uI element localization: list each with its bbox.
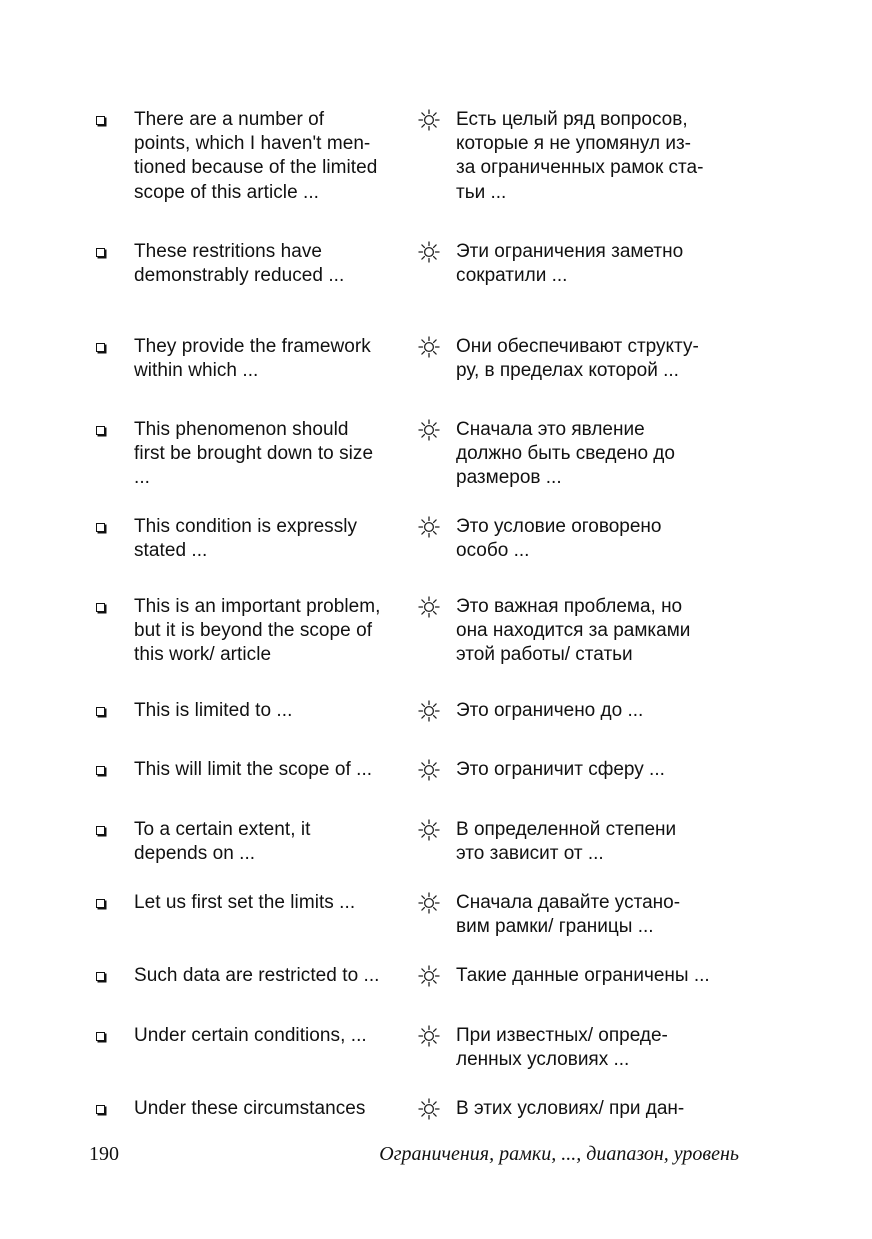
- russian-phrase: В определенной степени это зависит от ...: [456, 819, 677, 865]
- checkbox-bullet-icon: [96, 116, 105, 125]
- russian-phrase: В этих условиях/ при дан-: [456, 1098, 685, 1119]
- russian-phrase: Это ограничит сферу ...: [456, 759, 665, 780]
- sun-bullet-icon: [418, 516, 440, 538]
- english-phrase: These restritions have demonstrably reduced ...: [134, 241, 345, 287]
- english-phrase: Under certain conditions, ...: [134, 1025, 367, 1046]
- english-phrase: This phenomenon should first be brought down to size ...: [134, 419, 374, 489]
- sun-bullet-icon: [418, 892, 440, 914]
- sun-bullet-icon: [418, 1098, 440, 1120]
- page-number: 190: [89, 1143, 119, 1165]
- russian-phrase: Сначала давайте устано- вим рамки/ границы ...: [456, 892, 681, 938]
- sun-bullet-icon: [418, 419, 440, 441]
- running-title: Ограничения, рамки, ..., диапазон, уровень: [379, 1143, 739, 1165]
- checkbox-bullet-icon: [96, 1105, 105, 1114]
- english-phrase: Such data are restricted to ...: [134, 965, 380, 986]
- sun-bullet-icon: [418, 1025, 440, 1047]
- sun-bullet-icon: [418, 819, 440, 841]
- checkbox-bullet-icon: [96, 248, 105, 257]
- sun-bullet-icon: [418, 759, 440, 781]
- checkbox-bullet-icon: [96, 707, 105, 716]
- checkbox-bullet-icon: [96, 523, 105, 532]
- sun-bullet-icon: [418, 336, 440, 358]
- english-phrase: To a certain extent, it depends on ...: [134, 819, 311, 865]
- russian-phrase: Сначала это явление должно быть сведено до размеров ...: [456, 419, 675, 489]
- checkbox-bullet-icon: [96, 766, 105, 775]
- checkbox-bullet-icon: [96, 826, 105, 835]
- russian-phrase: Это важная проблема, но она находится за рамками этой работы/ статьи: [456, 596, 691, 666]
- checkbox-bullet-icon: [96, 899, 105, 908]
- english-phrase: There are a number of points, which I haven't men- tioned because of the limited scope of this article ...: [134, 109, 378, 203]
- russian-phrase: Такие данные ограничены ...: [456, 965, 710, 986]
- checkbox-bullet-icon: [96, 972, 105, 981]
- checkbox-bullet-icon: [96, 426, 105, 435]
- sun-bullet-icon: [418, 700, 440, 722]
- checkbox-bullet-icon: [96, 1032, 105, 1041]
- russian-phrase: При известных/ опреде- ленных условиях ...: [456, 1025, 668, 1071]
- english-phrase: This will limit the scope of ...: [134, 759, 373, 780]
- russian-phrase: Это условие оговорено особо ...: [456, 516, 662, 562]
- english-phrase: This is limited to ...: [134, 700, 293, 721]
- sun-bullet-icon: [418, 596, 440, 618]
- sun-bullet-icon: [418, 109, 440, 131]
- english-phrase: Under these circumstances: [134, 1098, 366, 1119]
- english-phrase: Let us first set the limits ...: [134, 892, 356, 913]
- checkbox-bullet-icon: [96, 603, 105, 612]
- english-phrase: This condition is expressly stated ...: [134, 516, 358, 562]
- sun-bullet-icon: [418, 965, 440, 987]
- russian-phrase: Эти ограничения заметно сократили ...: [456, 241, 684, 287]
- sun-bullet-icon: [418, 241, 440, 263]
- english-phrase: This is an important problem, but it is beyond the scope of this work/ article: [134, 596, 381, 666]
- russian-phrase: Это ограничено до ...: [456, 700, 644, 721]
- russian-phrase: Они обеспечивают структу- ру, в пределах которой ...: [456, 336, 699, 382]
- checkbox-bullet-icon: [96, 343, 105, 352]
- russian-phrase: Есть целый ряд вопросов, которые я не упомянул из- за ограниченных рамок ста- тьи ...: [456, 109, 704, 203]
- english-phrase: They provide the framework within which ...: [134, 336, 371, 382]
